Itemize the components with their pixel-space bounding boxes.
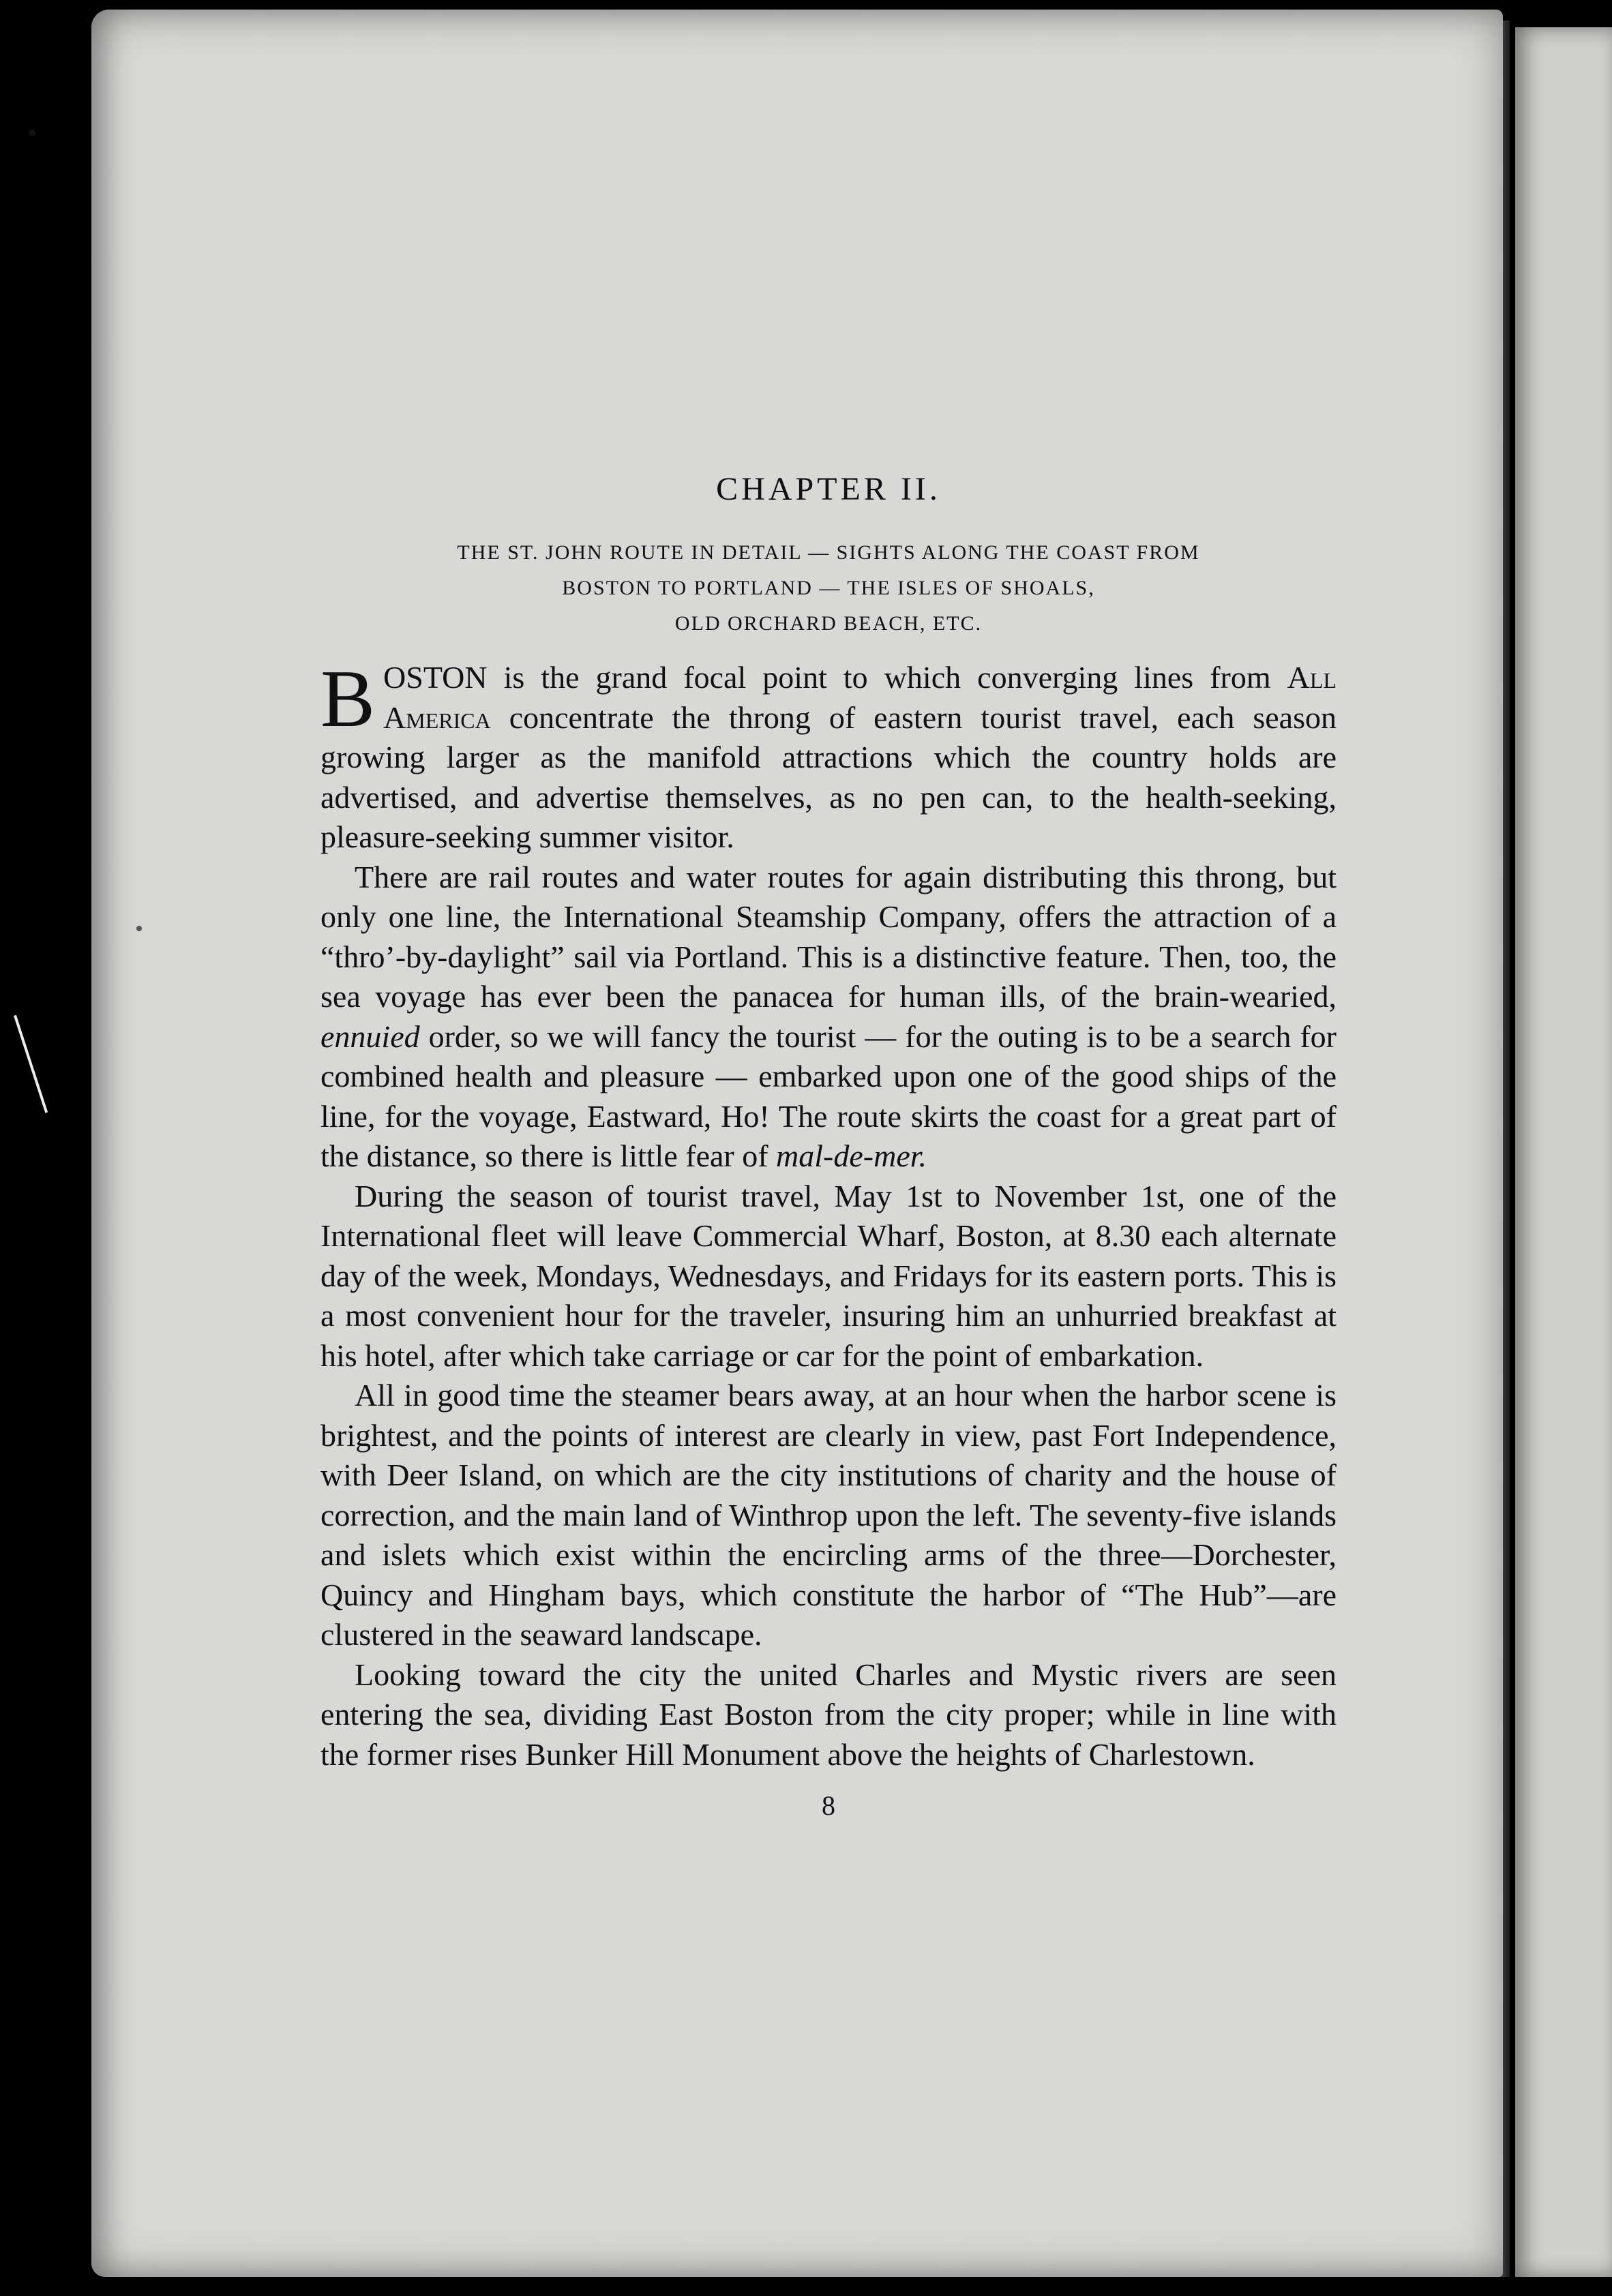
paragraph-5: Looking toward the city the united Charles and Mystic rivers are seen entering the sea, dividing East Boston from the city proper; while in line with the former rises Bunker Hill Monument above the heights of Charlestown. bbox=[320, 1657, 1337, 1772]
italic-term: ennuied bbox=[320, 1018, 420, 1054]
small-caps-text: All America bbox=[383, 660, 1337, 735]
scan-artifact-streak bbox=[14, 1015, 48, 1113]
page-text bbox=[320, 470, 1337, 1822]
paragraph-1-text: is the grand focal point to which converging lines from bbox=[487, 660, 1287, 695]
subtitle-line: BOSTON TO PORTLAND — THE ISLES OF SHOALS, bbox=[562, 577, 1095, 599]
italic-term: mal-de-mer. bbox=[776, 1138, 927, 1173]
subtitle-line: THE ST. JOHN ROUTE IN DETAIL — SIGHTS ALONG THE COAST FROM bbox=[457, 541, 1200, 564]
dust-speck bbox=[136, 926, 142, 931]
paragraph-4: All in good time the steamer bears away, at an hour when the harbor scene is brightest, and the points of interest are clearly in view, past Fort Independence, with Deer Island, on which are the city institutions of charity and the house of correction, and the main land of Winthrop upon the left. The seventy-five islands and islets which exist within the encircling arms of the three—Dorchester, Quincy and Hingham bays, which constitute the harbor of “The Hub”—are clustered in the seaward landscape. bbox=[320, 1378, 1337, 1652]
paragraph-3: During the season of tourist travel, May 1st to November 1st, one of the International fleet will leave Commercial Wharf, Boston, at 8.30 each alternate day of the week, Mondays, Wednesdays, and Fridays for its eastern ports. This is a most convenient hour for the traveler, insuring him an unhurried breakfast at his hotel, after which take carriage or car for the point of embarkation. bbox=[320, 1178, 1337, 1373]
page-number: 8 bbox=[822, 1790, 835, 1821]
dust-speck bbox=[29, 130, 35, 136]
paragraph-1-lead: OSTON bbox=[383, 660, 488, 695]
paragraph-2 bbox=[320, 858, 1337, 1177]
chapter-title: CHAPTER II. bbox=[716, 471, 941, 507]
paragraph-1-text: concentrate the throng of eastern tourist travel, each season growing larger as the manifold attractions which the country holds are advertised, and advertise themselves, as no pen can, to the health-seeking, pleasure-seeking summer visitor. bbox=[320, 699, 1337, 854]
paragraph-1 bbox=[320, 653, 1337, 858]
paragraph-2-text: order, so we will fancy the tourist — for the outing is to be a search for combined health and pleasure — embarked upon one of the good ships of the line, for the voyage, Eastward, Ho! The route skirts the coast for a great part of the distance, so there is little fear of bbox=[320, 1018, 1337, 1173]
adjacent-page bbox=[1515, 27, 1612, 2277]
subtitle-line: OLD ORCHARD BEACH, ETC. bbox=[674, 612, 983, 635]
drop-cap: B bbox=[320, 653, 376, 744]
paragraph-2-text: There are rail routes and water routes for again distributing this throng, but only one line, the International Steamship Company, offers the attraction of a “thro’-by-daylight” sail via Portland. This is a distinctive feature. Then, too, the sea voyage has ever been the panacea for human ills, of the brain-wearied, bbox=[320, 859, 1337, 1014]
chapter-subtitle bbox=[320, 535, 1337, 641]
